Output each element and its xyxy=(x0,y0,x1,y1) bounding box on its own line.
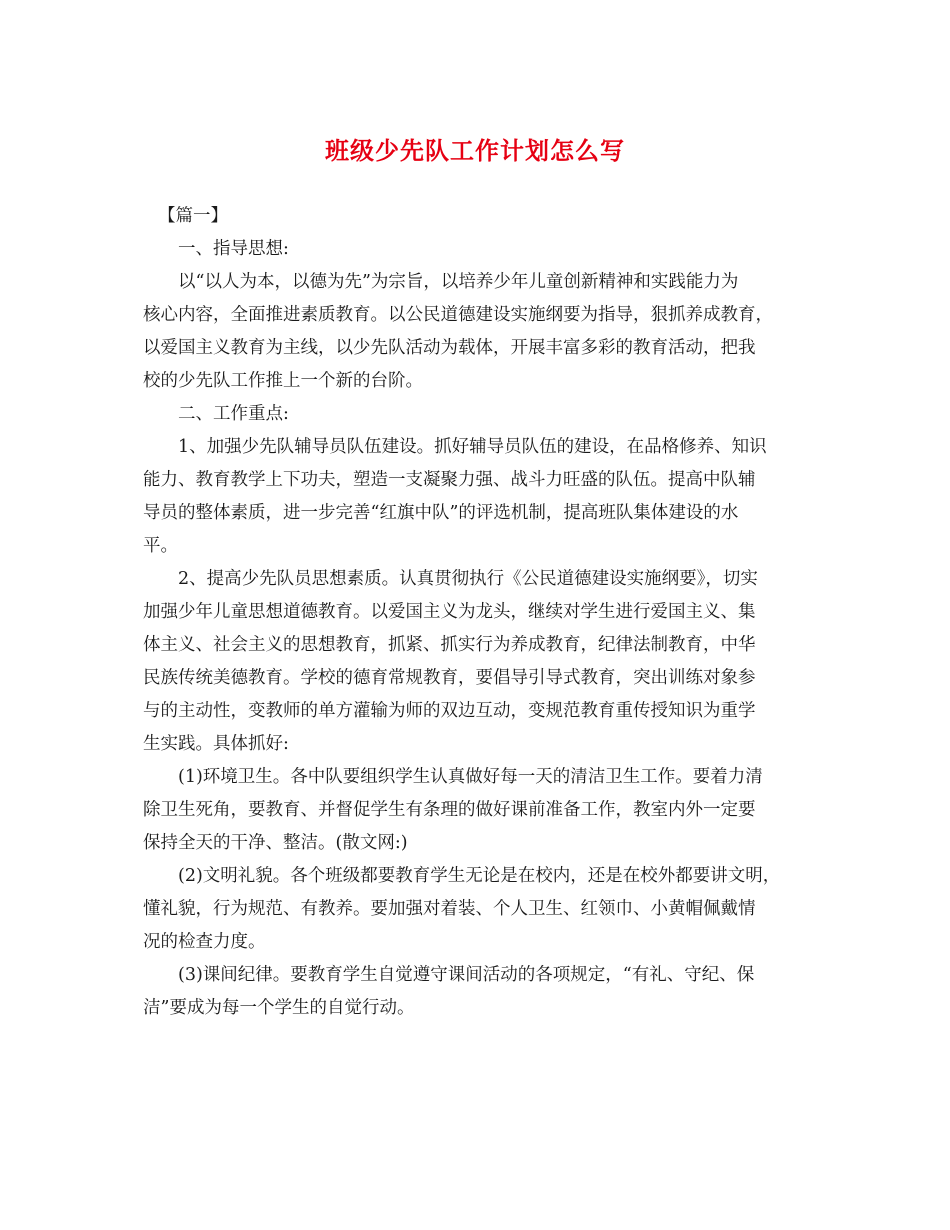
paragraph-sub-item-1: (1)环境卫生。各中队要组织学生认真做好每一天的清洁卫生工作。要着力清 除卫生死角，要教育、并督促学生有条理的做好课前准备工作，教室内外一定要 保持全天的干净、整洁。(散文网:) xyxy=(143,767,763,853)
heading-work-focus: 二、工作重点: xyxy=(178,404,289,424)
paragraph-sub-item-3: (3)课间纪律。要教育学生自觉遵守课间活动的各项规定，“有礼、守纪、保 洁”要成为每一个学生的自觉行动。 xyxy=(143,965,755,1018)
paragraph-sub-item-2: (2)文明礼貌。各个班级都要教育学生无论是在校内，还是在校外都要讲文明， 懂礼貌，行为规范、有教养。要加强对着装、个人卫生、红领巾、小黄帽佩戴情 况的检查力度。 xyxy=(143,866,781,952)
section-label: 【篇一】 xyxy=(158,206,228,226)
document-body xyxy=(143,200,813,1025)
paragraph-item-2: 2、提高少先队员思想素质。认真贯彻执行《公民道德建设实施纲要》，切实 加强少年儿童思想道德教育。以爱国主义为龙头，继续对学生进行爱国主义、集 体主义、社会主义的思想教育，抓紧、抓实行为养成教育，纪律法制教育，中华 民族传统美德教育。学校的德育常规教育，要倡导引导式教育，突出训练对象参 与的主动性，变教师的单方灌输为师的双边互动，变规范教育重传授知识为重学 生实践。具体抓好: xyxy=(143,569,758,754)
paragraph-item-1: 1、加强少先队辅导员队伍建设。抓好辅导员队伍的建设，在品格修养、知识 能力、教育教学上下功夫，塑造一支凝聚力强、战斗力旺盛的队伍。提高中队辅 导员的整体素质，进一步完善“红旗中队”的评选机制，提高班队集体建设的水 平。 xyxy=(143,437,767,556)
heading-guiding-ideology: 一、指导思想: xyxy=(178,239,289,259)
paragraph-guiding-ideology: 以“以人为本，以德为先”为宗旨，以培养少年儿童创新精神和实践能力为 核心内容，全面推进素质教育。以公民道德建设实施纲要为指导，狠抓养成教育， 以爱国主义教育为主线，以少先队活动为载体，开展丰富多彩的教育活动，把我 校的少先队工作推上一个新的台阶。 xyxy=(143,272,773,391)
document-title: 班级少先队工作计划怎么写 xyxy=(325,136,625,165)
